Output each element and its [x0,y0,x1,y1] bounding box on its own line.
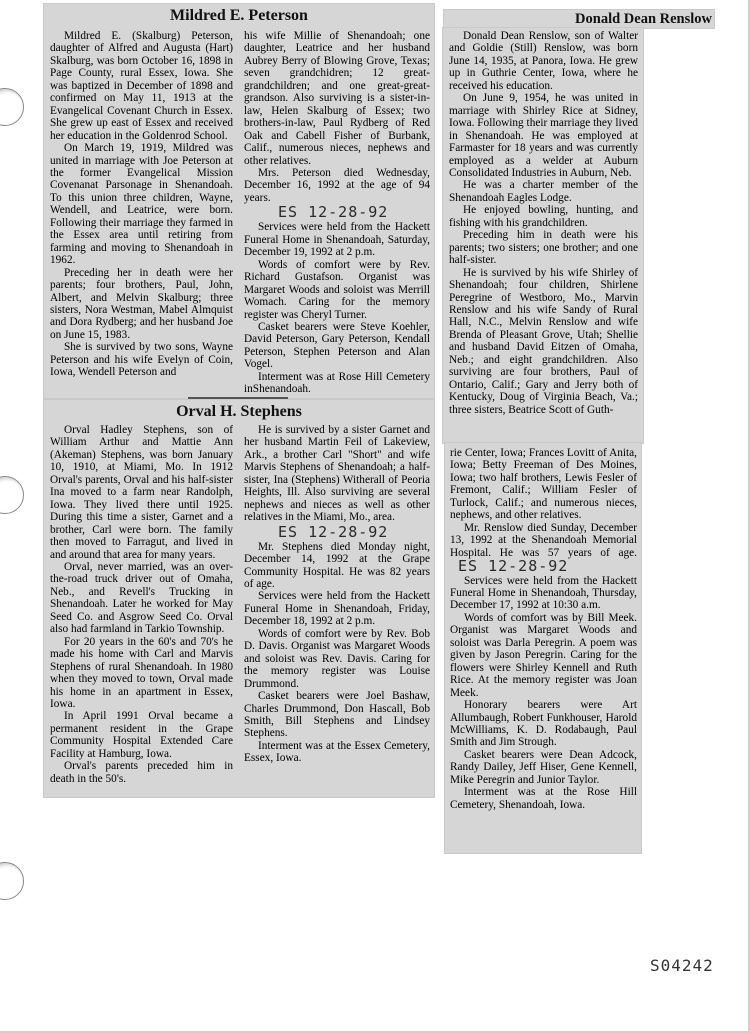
obituary-title-orval: Orval H. Stephens [176,403,302,420]
obituary-paragraph: Honorary bearers were Art Allumbaugh, Robert Funkhouser, Harold McWilliams, K. D. Rodabaugh, Paul Smith and Jim Strough. [450,699,637,749]
donald-column-part-2 [450,447,637,851]
mildred-column-2 [244,30,430,394]
obituary-paragraph: Services were held from the Hackett Funeral Home in Shenandoah, Friday, December 18, 1992 at 2 p.m. [244,590,430,628]
orval-column-2 [244,424,430,794]
mildred-column-1 [50,30,233,392]
obituary-paragraph: He was a charter member of the Shenandoah Eagles Lodge. [449,179,638,204]
handwritten-date-note: ES 12-28-92 [278,203,389,222]
obituary-paragraph: He is survived by his wife Shirley of Shenandoah; four children, Shirlene Peregrine of Westboro, Mo., Marvin Renslow and his wife Sandy of Rural Hall, N.C., Melvin Renslow and wife Brenda of Pleasant Grove, Utah; Shellie and husband David Eitzen of Omaha, Neb.; and eight grandchildren. Also surviving are four brothers, Paul of Ontario, Calif.; Gary and Jerry both of Kentucky, Doug of Virginia Beach, Va.; three sisters, Beatrice Scott of Guth- [449,266,638,416]
obituary-paragraph: In April 1991 Orval became a permanent resident in the Grape Community Hospital Extended Care Facility at Hamburg, Iowa. [50,710,233,760]
obituary-paragraph: Casket bearers were Joel Bashaw, Charles Drummond, Don Hascall, Bob Smith, Bill Stephens and Lindsey Stephens. [244,690,430,740]
clipping-divider [188,397,288,399]
obituary-paragraph: Mildred E. (Skalburg) Peterson, daughter of Alfred and Augusta (Hart) Skalburg, was born October 16, 1898 in Page County, rural Essex, Iowa. She was baptized in December of 1898 and confirmed on May 11, 1913 at the Evangelical Covenant Church in Essex. She grew up east of Essex and received her education in the Goldenrod School. [50,30,233,142]
obituary-paragraph: Interment was at the Rose Hill Cemetery, Shenandoah, Iowa. [450,786,637,811]
obituary-paragraph: Words of comfort was by Bill Meek. Organist was Margaret Woods and soloist was Darla Peregrin. A poem was given by Jason Peregrin. Caring for the flowers were Shirley Kennell and Ruth Rice. At the memory register was Joan Meek. [450,611,637,699]
punch-hole-bottom [0,862,24,900]
obituary-paragraph: Preceding him in death were his parents; two sisters; one brother; and one half-sister. [449,229,638,267]
obituary-title-donald: Donald Dean Renslow [575,11,712,27]
obituary-paragraph: Mr. Renslow died Sunday, December 13, 1992 at the Shenandoah Memorial Hospital. He was 57 years of age.ES 12-28-92 [450,521,637,576]
handwritten-date-note: ES 12-28-92 [278,522,389,541]
obituary-paragraph: Orval, never married, was an over-the-road truck driver out of Omaha, Neb., and Revell's Trucking in Shenandoah. Later he worked for May Seed Co. and Asgrow Seed Co. Orval also had farmland in Tarkio Township. [50,560,233,636]
obituary-paragraph: Words of comfort were by Rev. Richard Gustafson. Organist was Margaret Woods and soloist was Merrill Womach. Caring for the memory register was Cheryl Turner. [244,258,430,321]
obituary-paragraph: Orval's parents preceded him in death in the 50's. [50,760,233,785]
obituary-paragraph: He enjoyed bowling, hunting, and fishing with his grandchildren. [449,204,638,229]
obituary-paragraph: Donald Dean Renslow, son of Walter and Goldie (Still) Renslow, was born June 14, 1935, at Panora, Iowa. He grew up in Guthrie Center, Iowa, where he received his education. [449,30,638,92]
obituary-paragraph: his wife Millie of Shenandoah; one daughter, Leatrice and her husband Aubrey Berry of Blowing Grove, Texas; seven grandchidren; 12 great-grandchildren; and one great-great-grandson. Also surviving is a sister-in-law, Helen Skalburg of Essex; two brothers-in-law, Paul Rydberg of Red Oak and Cabell Fisher of Burbank, Calif., numerous nieces, nephews and other relatives. [244,30,430,167]
punch-hole-middle [0,476,24,514]
obituary-paragraph: Mr. Stephens died Monday night, December 14, 1992 at the Grape Community Hospital. He was 82 years of age. [244,540,430,590]
obituary-paragraph: rie Center, Iowa; Frances Lovitt of Anita, Iowa; Betty Freeman of Des Moines, Iowa; two half brothers, Lewis Fesler of Fremont, Calif.; William Fesler of Turlock, Calif.; and numerous nieces, nephews, and other relatives. [450,447,637,522]
obituary-paragraph: Interment was at Rose Hill Cemetery inShenandoah. [244,370,430,394]
obituary-paragraph: Interment was at the Essex Cemetery, Essex, Iowa. [244,739,430,765]
obituary-paragraph: On March 19, 1919, Mildred was united in marriage with Joe Peterson at the former Evangelical Mission Covenanat Parsonage in Shenandoah. To this union three children, Wayne, Wendell, and Leatrice, were born. Following their marriage they farmed in the Essex area until retiring from farming and moving to Shenandoah in 1962. [50,142,233,267]
obituary-paragraph: Casket bearers were Steve Koehler, David Peterson, Gary Peterson, Kendall Peterson, Stephen Peterson and Alan Vogel. [244,320,430,371]
obituary-paragraph: On June 9, 1954, he was united in marriage with Shirley Rice at Sidney, Iowa. Following their marriage they lived in Shenandoah. He was employed at Farmaster for 18 years and was currently employed as a welder at Auburn Consolidated Industries in Auburn, Neb. [449,92,638,179]
obituary-paragraph: Casket bearers were Dean Adcock, Randy Dailey, Jeff Hiser, Gene Kennell, Mike Peregrin and Junior Taylor. [450,748,637,786]
obituary-paragraph: For 20 years in the 60's and 70's he made his home with Carl and Marvis Stephens of rural Shenandoah. In 1980 when they moved to town, Orval made his home in an apartment in Essex, Iowa. [50,635,233,710]
obituary-paragraph: Words of comfort were by Rev. Bob D. Davis. Organist was Margaret Woods and soloist was Rev. Davis. Caring for the memory register was Louise Drummond. [244,627,430,690]
punch-hole-top [0,88,24,126]
obituary-paragraph: Services were held from the Hackett Funeral Home in Shenandoah, Thursday, December 17, 1992 at 10:30 a.m. [450,574,637,612]
obituary-paragraph: Services were held from the Hackett Funeral Home in Shenandoah, Saturday, December 19, 1992 at 2 p.m. [244,221,430,259]
obituary-paragraph: He is survived by a sister Garnet and her husband Martin Feil of Lakeview, Ark., a brother Carl "Short" and wife Marvis Stephens of Shenandoah; a half-sister, Ina (Stephens) Witherall of Peoria Heights, Ill. Also surviving are several nephews and nieces as well as other relatives in the Miami, Mo., area. [244,424,430,524]
obituary-paragraph: Preceding her in death were her parents; four brothers, Paul, John, Albert, and Melvin Skalburg; three sisters, Nora Westman, Mabel Almquist and Dora Rydberg; and her husband Joe on June 15, 1983. [50,266,233,341]
donald-column-part-1 [449,30,638,440]
obituary-paragraph: She is survived by two sons, Wayne Peterson and his wife Evelyn of Coin, Iowa, Wendell Peterson and [50,341,233,379]
orval-column-1 [50,424,233,794]
archive-file-number: S04242 [650,956,714,975]
obituary-paragraph: Orval Hadley Stephens, son of William Arthur and Mattie Ann (Akeman) Stephens, was born January 10, 1910, at Miami, Mo. In 1912 Orval's parents, Orval and his half-sister Ina moved to a farm near Randolph, Iowa. They lived there until 1925. During this time a sister, Garnet and a brother, Carl were born. The family then moved to Farragut, and lived in and around that area for many years. [50,424,233,561]
handwritten-date-note: ES 12-28-92 [458,557,569,576]
obituary-title-mildred: Mildred E. Peterson [170,7,308,24]
obituary-paragraph: Mrs. Peterson died Wednesday, December 16, 1992 at the age of 94 years. [244,166,430,204]
